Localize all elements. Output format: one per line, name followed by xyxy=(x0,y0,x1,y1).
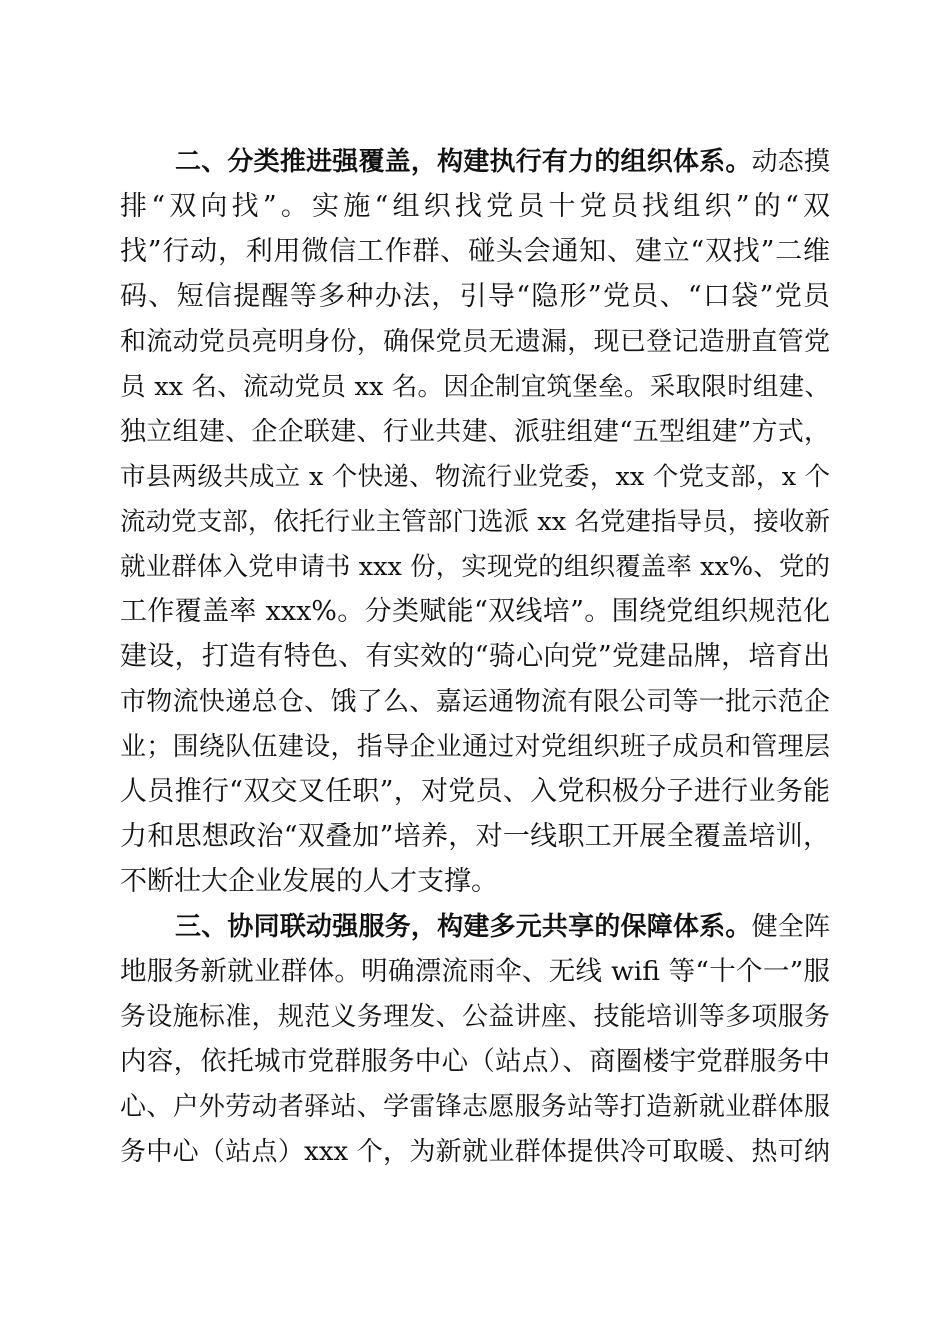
paragraph-line: 码、短信提醒等多种办法，引导“隐形”党员、“口袋”党员 xyxy=(120,281,830,312)
section-two-heading: 二、分类推进强覆盖，构建执行有力的组织体系。 xyxy=(175,147,752,177)
section-three-first-line-rest: 健全阵 xyxy=(751,912,830,942)
paragraph-line: 务中心（站点）xxx 个，为新就业群体提供冷可取暖、热可纳 xyxy=(120,1137,830,1167)
paragraph-line: 工作覆盖率 xxx%。分类赋能“双线培”。围绕党组织规范化 xyxy=(120,596,830,627)
paragraph-line: 业；围绕队伍建设，指导企业通过对党组织班子成员和管理层 xyxy=(120,732,830,762)
paragraph-line: 务设施标准，规范义务理发、公益讲座、技能培训等多项服务 xyxy=(120,1002,830,1032)
paragraph-line: 不断壮大企业发展的人才支撑。 xyxy=(120,866,498,897)
paragraph-line: 独立组建、企企联建、行业共建、派驻组建“五型组建”方式， xyxy=(120,417,830,447)
paragraph-line: 找”行动，利用微信工作群、碰头会通知、建立“双找”二维 xyxy=(120,236,830,267)
paragraph-line: 排“双向找”。实施“组织找党员十党员找组织”的“双 xyxy=(120,191,830,222)
paragraph-line: 市物流快递总仓、饿了么、嘉运通物流有限公司等一批示范企 xyxy=(120,687,830,717)
paragraph-line: 心、户外劳动者驿站、学雷锋志愿服务站等打造新就业群体服 xyxy=(120,1092,830,1122)
paragraph-line: 流动党支部，依托行业主管部门选派 xx 名党建指导员，接收新 xyxy=(120,507,830,537)
section-two-first-line xyxy=(175,142,830,182)
section-three-first-line xyxy=(175,907,830,947)
paragraph-line: 地服务新就业群体。明确漂流雨伞、无线 wifi 等“十个一”服 xyxy=(120,956,830,987)
paragraph-line: 人员推行“双交叉任职”，对党员、入党积极分子进行业务能 xyxy=(120,776,830,807)
paragraph-line: 力和思想政治“双叠加”培养，对一线职工开展全覆盖培训， xyxy=(120,821,830,852)
paragraph-line: 建设，打造有特色、有实效的“骑心向党”党建品牌，培育出 xyxy=(120,641,830,672)
paragraph-line: 内容，依托城市党群服务中心（站点）、商圈楼宇党群服务中 xyxy=(120,1046,830,1077)
paragraph-line: 就业群体入党申请书 xxx 份，实现党的组织覆盖率 xx%、党的 xyxy=(120,552,830,582)
paragraph-line: 员 xx 名、流动党员 xx 名。因企制宜筑堡垒。采取限时组建、 xyxy=(120,372,830,402)
section-three-heading: 三、协同联动强服务，构建多元共享的保障体系。 xyxy=(175,912,752,942)
paragraph-line: 和流动党员亮明身份，确保党员无遗漏，现已登记造册直管党 xyxy=(120,327,830,357)
section-two-first-line-rest: 动态摸 xyxy=(751,147,830,177)
paragraph-line: 市县两级共成立 x 个快递、物流行业党委，xx 个党支部，x 个 xyxy=(120,462,830,492)
